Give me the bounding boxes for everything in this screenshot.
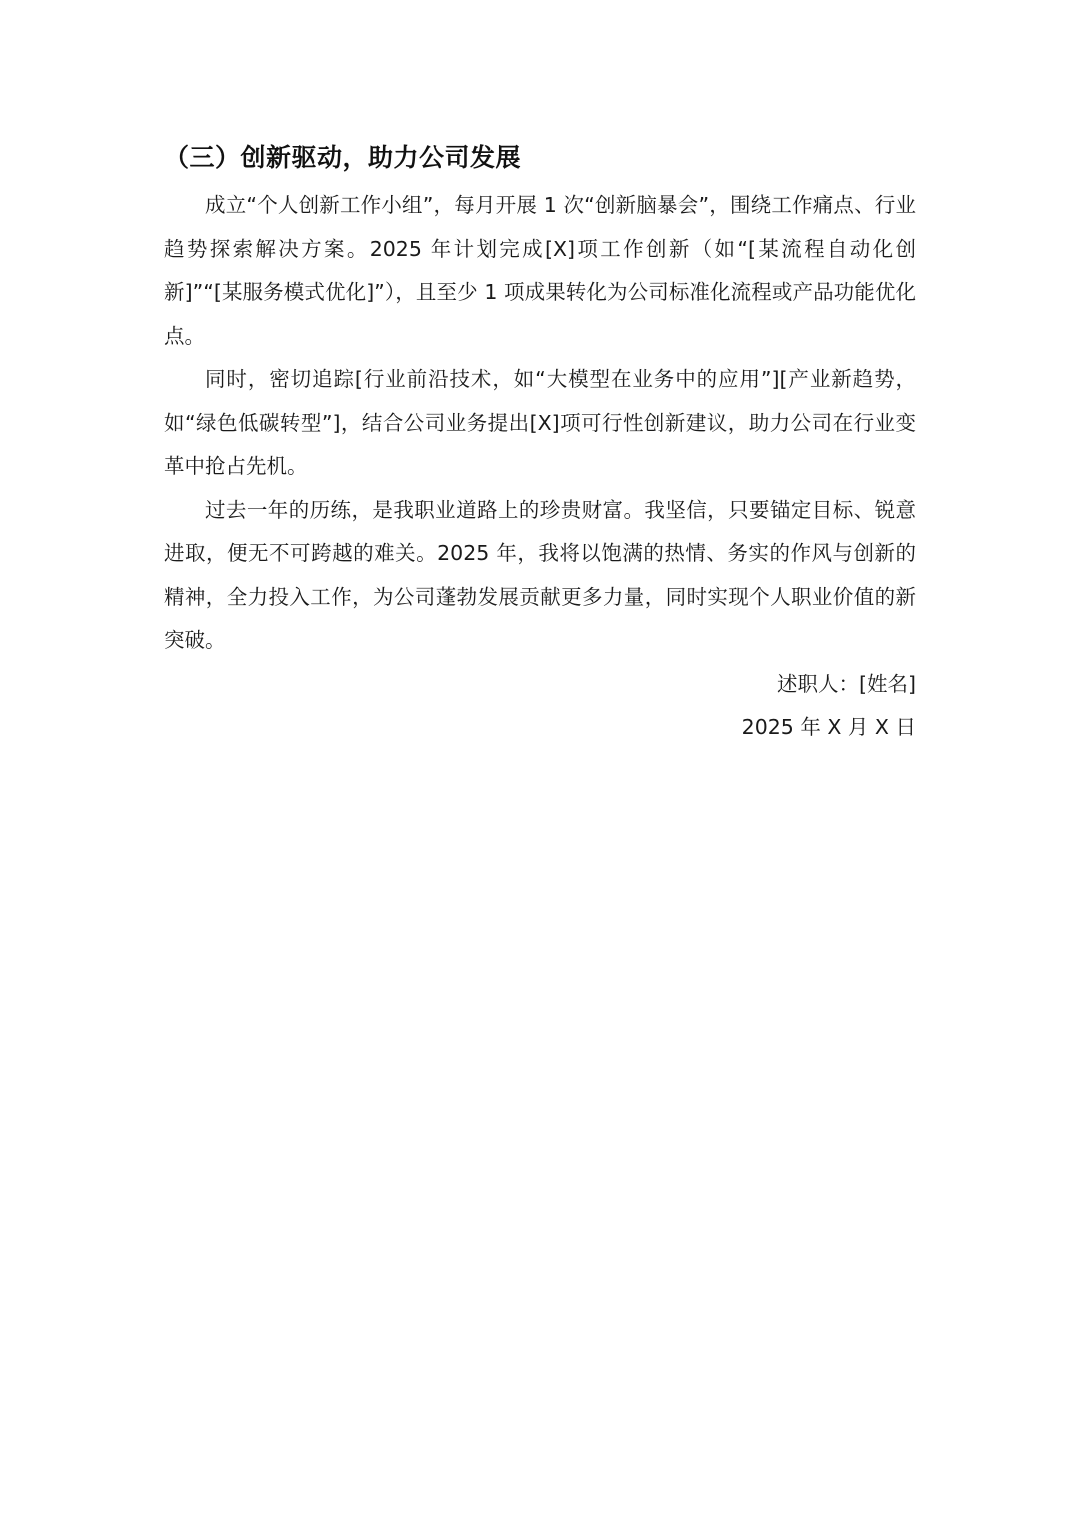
document-body bbox=[164, 138, 916, 750]
paragraph-industry-tracking: 同时，密切追踪[行业前沿技术，如“大模型在业务中的应用”][产业新趋势，如“绿色低碳转型”]，结合公司业务提出[X]项可行性创新建议，助力公司在行业变革中抢占先机。 bbox=[164, 367, 916, 478]
signature-line: 述职人：[姓名] bbox=[777, 671, 916, 696]
paragraph-innovation-team: 成立“个人创新工作小组”，每月开展 1 次“创新脑暴会”，围绕工作痛点、行业趋势探索解决方案。2025 年计划完成[X]项工作创新（如“[某流程自动化创新]”“[某服务模式优化]”），且至少 1 项成果转化为公司标准化流程或产品功能优化点。 bbox=[164, 193, 916, 348]
date-line: 2025 年 X 月 X 日 bbox=[741, 715, 916, 739]
paragraph-conclusion: 过去一年的历练，是我职业道路上的珍贵财富。我坚信，只要锚定目标、锐意进取，便无不可跨越的难关。2025 年，我将以饱满的热情、务实的作风与创新的精神，全力投入工作，为公司蓬勃发展贡献更多力量，同时实现个人职业价值的新突破。 bbox=[164, 497, 916, 652]
section-heading: （三）创新驱动，助力公司发展 bbox=[164, 143, 522, 172]
